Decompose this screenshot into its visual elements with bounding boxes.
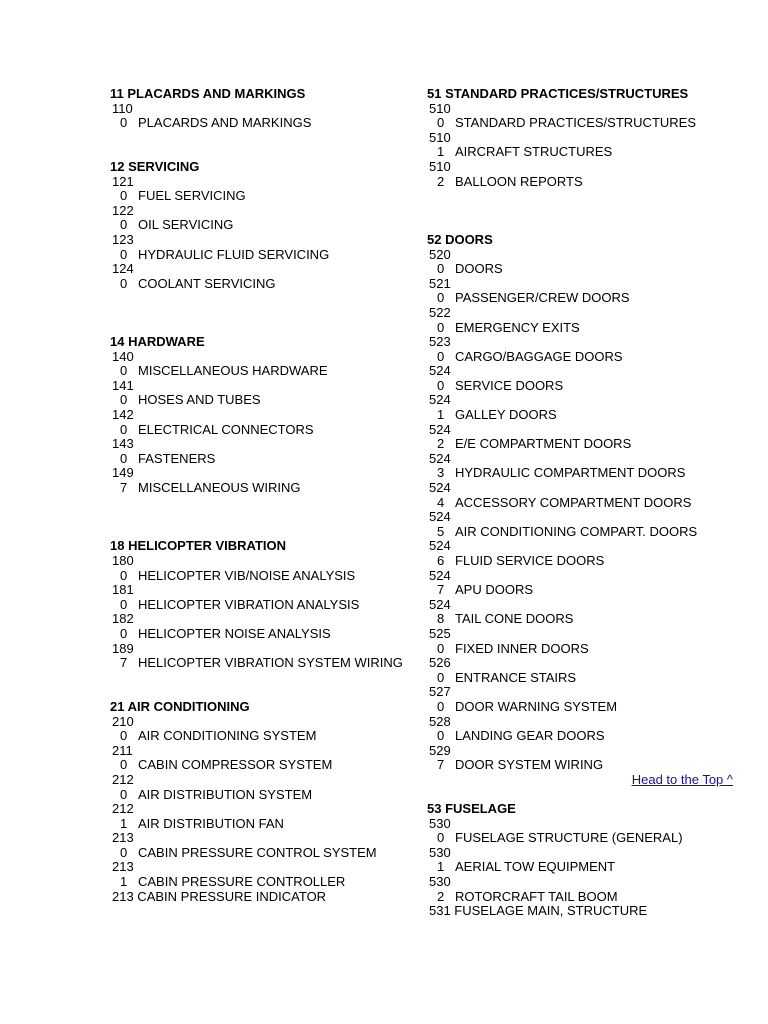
item-label: APU DOORS: [455, 582, 534, 598]
list-item: [427, 437, 737, 452]
chapter-code: 213: [112, 859, 134, 875]
left-column: [110, 87, 410, 904]
chapter-code: 189: [112, 640, 134, 656]
list-item: [110, 817, 410, 832]
spacer: [427, 218, 737, 233]
chapter-code: 526: [429, 655, 451, 671]
section-heading: 53 FUSELAGE: [427, 801, 516, 817]
chapter-code: 530: [429, 874, 451, 890]
chapter-code: 530: [429, 815, 451, 831]
item-label: CABIN PRESSURE CONTROLLER: [138, 874, 346, 890]
sub-code: 6: [437, 553, 445, 568]
list-item: [427, 496, 737, 511]
item-label: ENTRANCE STAIRS: [455, 669, 577, 685]
chapter-code: 141: [112, 377, 134, 393]
chapter-code: 524: [429, 596, 451, 612]
list-item: [110, 277, 410, 292]
chapter-code: 510: [429, 129, 451, 145]
sub-code: 0: [120, 246, 128, 262]
chapter-code: 524: [429, 509, 451, 525]
item-label: HYDRAULIC FLUID SERVICING: [138, 246, 330, 262]
chapter-code: 212: [112, 771, 134, 787]
item-label: FASTENERS: [138, 450, 216, 466]
list-item: [110, 116, 410, 131]
sub-code: 0: [437, 728, 445, 744]
sub-code: 3: [437, 465, 445, 481]
item-label: EMERGENCY EXITS: [455, 319, 580, 335]
chapter-code: 122: [112, 202, 134, 218]
item-label: DOOR WARNING SYSTEM: [455, 698, 618, 714]
item-label: PASSENGER/CREW DOORS: [455, 290, 630, 306]
item-label: ELECTRICAL CONNECTORS: [138, 421, 314, 437]
sub-code: 0: [437, 830, 445, 846]
list-item: [427, 700, 737, 715]
section-heading: 11 PLACARDS AND MARKINGS: [110, 86, 306, 101]
list-item: [427, 671, 737, 686]
chapter-code: 510: [429, 100, 451, 116]
spacer: [427, 788, 737, 803]
list-item: [427, 466, 737, 481]
item-label: HELICOPTER VIBRATION ANALYSIS: [138, 596, 360, 612]
sub-code: 0: [437, 640, 445, 656]
list-item: [110, 452, 410, 467]
item-label: STANDARD PRACTICES/STRUCTURES: [455, 115, 697, 131]
sub-code: 0: [120, 844, 128, 860]
sub-code: 1: [120, 874, 128, 890]
chapter-code: 180: [112, 553, 134, 568]
sub-code: 0: [120, 363, 128, 379]
item-label: HELICOPTER VIB/NOISE ANALYSIS: [138, 567, 356, 583]
chapter-code: 524: [429, 538, 451, 554]
sub-code: 0: [437, 669, 445, 685]
list-item: [110, 248, 410, 263]
sub-code: 0: [120, 188, 128, 204]
chapter-code: 149: [112, 465, 134, 481]
list-item: [110, 364, 410, 379]
list-item: [110, 569, 410, 584]
list-item: [427, 890, 737, 905]
list-item: [110, 481, 410, 496]
item-label: ROTORCRAFT TAIL BOOM: [455, 888, 618, 904]
list-item: [110, 846, 410, 861]
sub-code: 0: [437, 290, 445, 306]
chapter-code: 528: [429, 713, 451, 729]
list-item: [427, 860, 737, 875]
list-item: [427, 408, 737, 423]
item-label: CABIN COMPRESSOR SYSTEM: [138, 757, 333, 773]
sub-code: 1: [437, 407, 445, 423]
sub-code: 7: [437, 757, 445, 773]
list-item: [427, 262, 737, 277]
spacer: [110, 131, 410, 146]
chapter-code: 531 FUSELAGE MAIN, STRUCTURE: [429, 903, 648, 919]
sub-code: 0: [120, 757, 128, 773]
sub-code: 0: [437, 261, 445, 277]
chapter-code: 213 CABIN PRESSURE INDICATOR: [112, 888, 327, 904]
list-item: [427, 175, 737, 190]
item-label: MISCELLANEOUS WIRING: [138, 480, 301, 496]
spacer: [110, 321, 410, 336]
sub-code: 0: [120, 625, 128, 641]
section-heading: 14 HARDWARE: [110, 334, 205, 350]
chapter-code: 520: [429, 246, 451, 262]
chapter-code: 524: [429, 421, 451, 437]
chapter-code: 142: [112, 407, 134, 423]
sub-code: 2: [437, 173, 445, 189]
list-item: [427, 145, 737, 160]
list-item: [427, 554, 737, 569]
sub-code: 0: [120, 596, 128, 612]
item-label: GALLEY DOORS: [455, 407, 557, 423]
sub-code: 0: [120, 275, 128, 291]
item-label: FIXED INNER DOORS: [455, 640, 589, 656]
item-label: AIR CONDITIONING COMPART. DOORS: [455, 523, 698, 539]
item-label: TAIL CONE DOORS: [455, 611, 574, 627]
back-to-top-row: [427, 773, 737, 788]
chapter-code: 143: [112, 436, 134, 452]
item-label: HOSES AND TUBES: [138, 392, 261, 408]
list-item: [110, 423, 410, 438]
sub-code: 0: [120, 450, 128, 466]
item-label: COOLANT SERVICING: [138, 275, 276, 291]
item-label: AIR CONDITIONING SYSTEM: [138, 728, 317, 744]
chapter-code: 523: [429, 334, 451, 350]
sub-code: 0: [120, 217, 128, 233]
item-label: ACCESSORY COMPARTMENT DOORS: [455, 494, 692, 510]
chapter-code: 521: [429, 275, 451, 291]
item-label: FUEL SERVICING: [138, 188, 246, 204]
chapter-code: 213: [112, 830, 134, 846]
sub-code: 4: [437, 494, 445, 510]
sub-code: 2: [437, 436, 445, 452]
chapter-code: 210: [112, 713, 134, 729]
sub-code: 8: [437, 611, 445, 627]
sub-code: 0: [120, 421, 128, 437]
item-label: OIL SERVICING: [138, 217, 234, 233]
item-label: E/E COMPARTMENT DOORS: [455, 436, 632, 452]
list-item: [110, 189, 410, 204]
sub-code: 0: [120, 567, 128, 583]
item-label: FUSELAGE STRUCTURE (GENERAL): [455, 830, 683, 846]
list-item: [110, 393, 410, 408]
section-heading: 51 STANDARD PRACTICES/STRUCTURES: [427, 86, 689, 101]
right-column: [427, 87, 737, 919]
spacer: [110, 510, 410, 525]
chapter-code: 529: [429, 742, 451, 758]
sub-code: 0: [437, 319, 445, 335]
spacer: [110, 291, 410, 306]
list-item: [427, 525, 737, 540]
chapter-code: 524: [429, 480, 451, 496]
chapter-code: 211: [112, 742, 133, 758]
spacer: [110, 145, 410, 160]
item-label: DOORS: [455, 261, 503, 277]
item-label: CABIN PRESSURE CONTROL SYSTEM: [138, 844, 377, 860]
chapter-code: 212: [112, 801, 134, 817]
list-item: [427, 291, 737, 306]
sub-code: 7: [120, 655, 128, 671]
head-to-top-link[interactable]: Head to the Top ^: [631, 771, 733, 787]
spacer: [110, 685, 410, 700]
section-heading: 52 DOORS: [427, 231, 493, 247]
sub-code: 0: [437, 377, 445, 393]
item-label: AIR DISTRIBUTION FAN: [138, 815, 284, 831]
item-label: CARGO/BAGGAGE DOORS: [455, 348, 623, 364]
list-item: [427, 612, 737, 627]
sub-code: 0: [120, 392, 128, 408]
list-item: [427, 350, 737, 365]
chapter-code: 510: [429, 158, 451, 174]
sub-code: 7: [437, 582, 445, 598]
item-label: LANDING GEAR DOORS: [455, 728, 605, 744]
item-label: PLACARDS AND MARKINGS: [138, 115, 312, 131]
list-item: [110, 788, 410, 803]
list-item: [427, 642, 737, 657]
chapter-code: 522: [429, 304, 451, 320]
chapter-code: 527: [429, 684, 451, 700]
chapter-code: 182: [112, 611, 134, 627]
item-label: MISCELLANEOUS HARDWARE: [138, 363, 328, 379]
chapter-code: 530: [429, 844, 451, 860]
item-label: HELICOPTER NOISE ANALYSIS: [138, 625, 331, 641]
sub-code: 1: [437, 859, 445, 875]
list-item: [110, 758, 410, 773]
list-item: [110, 598, 410, 613]
list-item: [427, 583, 737, 598]
list-item: [427, 831, 737, 846]
sub-code: 5: [437, 523, 445, 539]
section-heading: 18 HELICOPTER VIBRATION: [110, 538, 287, 554]
sub-code: 0: [437, 698, 445, 714]
list-item: [427, 321, 737, 336]
list-item: [427, 116, 737, 131]
chapter-code: 524: [429, 392, 451, 408]
item-label: BALLOON REPORTS: [455, 173, 583, 189]
list-item: [427, 758, 737, 773]
chapter-code: 124: [112, 261, 134, 277]
spacer: [110, 671, 410, 686]
chapter-code: 181: [112, 582, 134, 598]
sub-code: 7: [120, 480, 128, 496]
item-label: FLUID SERVICE DOORS: [455, 553, 605, 568]
list-item: [110, 875, 410, 890]
chapter-code: 140: [112, 348, 134, 364]
item-label: AIRCRAFT STRUCTURES: [455, 144, 613, 160]
list-item: [427, 379, 737, 394]
list-item: [110, 627, 410, 642]
item-label: AIR DISTRIBUTION SYSTEM: [138, 786, 313, 802]
list-item: [110, 218, 410, 233]
spacer: [427, 189, 737, 204]
sub-code: 1: [437, 144, 445, 160]
list-item: [110, 729, 410, 744]
item-label: HYDRAULIC COMPARTMENT DOORS: [455, 465, 686, 481]
chapter-code: 110: [112, 100, 133, 116]
sub-code: 0: [437, 115, 445, 131]
sub-code: 1: [120, 815, 128, 831]
sub-code: 0: [437, 348, 445, 364]
section-heading: 12 SERVICING: [110, 158, 200, 174]
sub-code: 0: [120, 786, 128, 802]
sub-code: 0: [120, 115, 128, 131]
section-heading: 21 AIR CONDITIONING: [110, 698, 250, 714]
spacer: [110, 306, 410, 321]
chapter-code: 121: [112, 173, 134, 189]
sub-code: 0: [120, 728, 128, 744]
spacer: [110, 525, 410, 540]
item-label: DOOR SYSTEM WIRING: [455, 757, 604, 773]
sub-code: 2: [437, 888, 445, 904]
chapter-code: 524: [429, 450, 451, 466]
spacer: [427, 204, 737, 219]
chapter-code: 525: [429, 625, 451, 641]
chapter-code: 524: [429, 567, 451, 583]
list-item: [427, 729, 737, 744]
item-label: AERIAL TOW EQUIPMENT: [455, 859, 616, 875]
chapter-code: 524: [429, 363, 451, 379]
item-label: HELICOPTER VIBRATION SYSTEM WIRING: [138, 655, 403, 671]
chapter-code: 123: [112, 231, 134, 247]
list-item: [110, 656, 410, 671]
spacer: [110, 496, 410, 511]
item-label: SERVICE DOORS: [455, 377, 564, 393]
